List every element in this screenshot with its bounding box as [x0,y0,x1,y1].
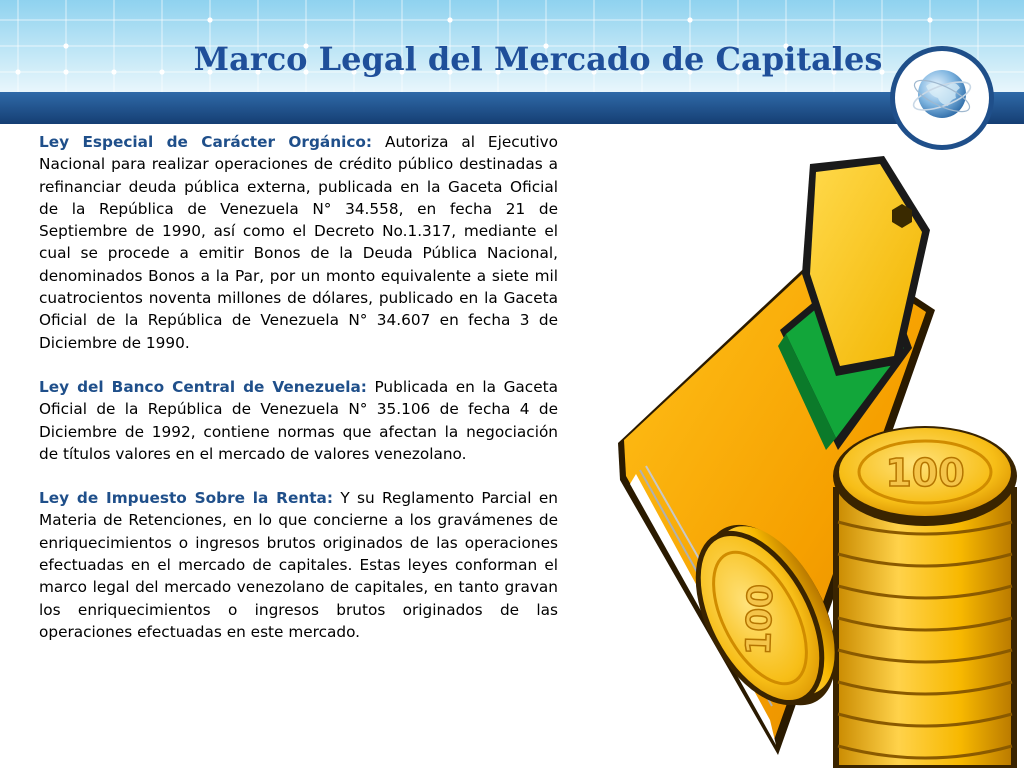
grid-node [927,17,932,22]
law-description: Autoriza al Ejecutivo Nacional para realizar operaciones de crédito público destinadas a refinanciar deuda pública externa, publicada en la Gaceta Oficial de la República de Venezuela N° 34.558, en fecha 21 de Septiembre de 1990, así como el Decreto No.1.317, mediante el cual se procede a emitir Bonos de la Deuda Pública Nacional, denominados Bonos a la Par, por un monto equivalente a siete mil cuatrocientos noventa millones de dólares, publicado en la Gaceta Oficial de la República de Venezuela N° 34.607 en fecha 3 de Diciembre de 1990. [39,133,558,352]
law-name: Ley del Banco Central de Venezuela: [39,377,367,396]
law-name: Ley de Impuesto Sobre la Renta: [39,489,333,508]
page-title: Marco Legal del Mercado de Capitales [193,40,883,78]
law-paragraph-3 [39,487,558,643]
coin-stack [833,426,1017,768]
law-description: Y su Reglamento Parcial en Materia de Retenciones, en lo que concierne a los gravámenes de enriquecimientos o ingresos brutos originados de las operaciones efectuadas en el mercado de capitales. Estas leyes conforman el marco legal del mercado venezolano de capitales, en tanto gravan los enriquecimientos o ingresos brutos originados de las operaciones efectuadas en este mercado. [39,489,558,641]
law-paragraph-1 [39,131,558,354]
header-band [0,92,1024,124]
law-description: Publicada en la Gaceta Oficial de la República de Venezuela N° 35.106 de fecha 4 de Diciembre de 1992, contiene normas que afectan la negociación de títulos valores en el mercado de valores venezolano. [39,377,558,463]
coin-value-label: 100 [738,583,782,656]
globe-badge [888,44,996,152]
money-book-coins-illustration [600,150,1024,768]
grid-node [207,17,212,22]
grid-node [447,17,452,22]
legal-framework-text [39,131,558,643]
law-paragraph-2 [39,376,558,465]
law-name: Ley Especial de Carácter Orgánico: [39,133,373,151]
grid-node [687,17,692,22]
coin-value-label: 100 [885,451,965,495]
